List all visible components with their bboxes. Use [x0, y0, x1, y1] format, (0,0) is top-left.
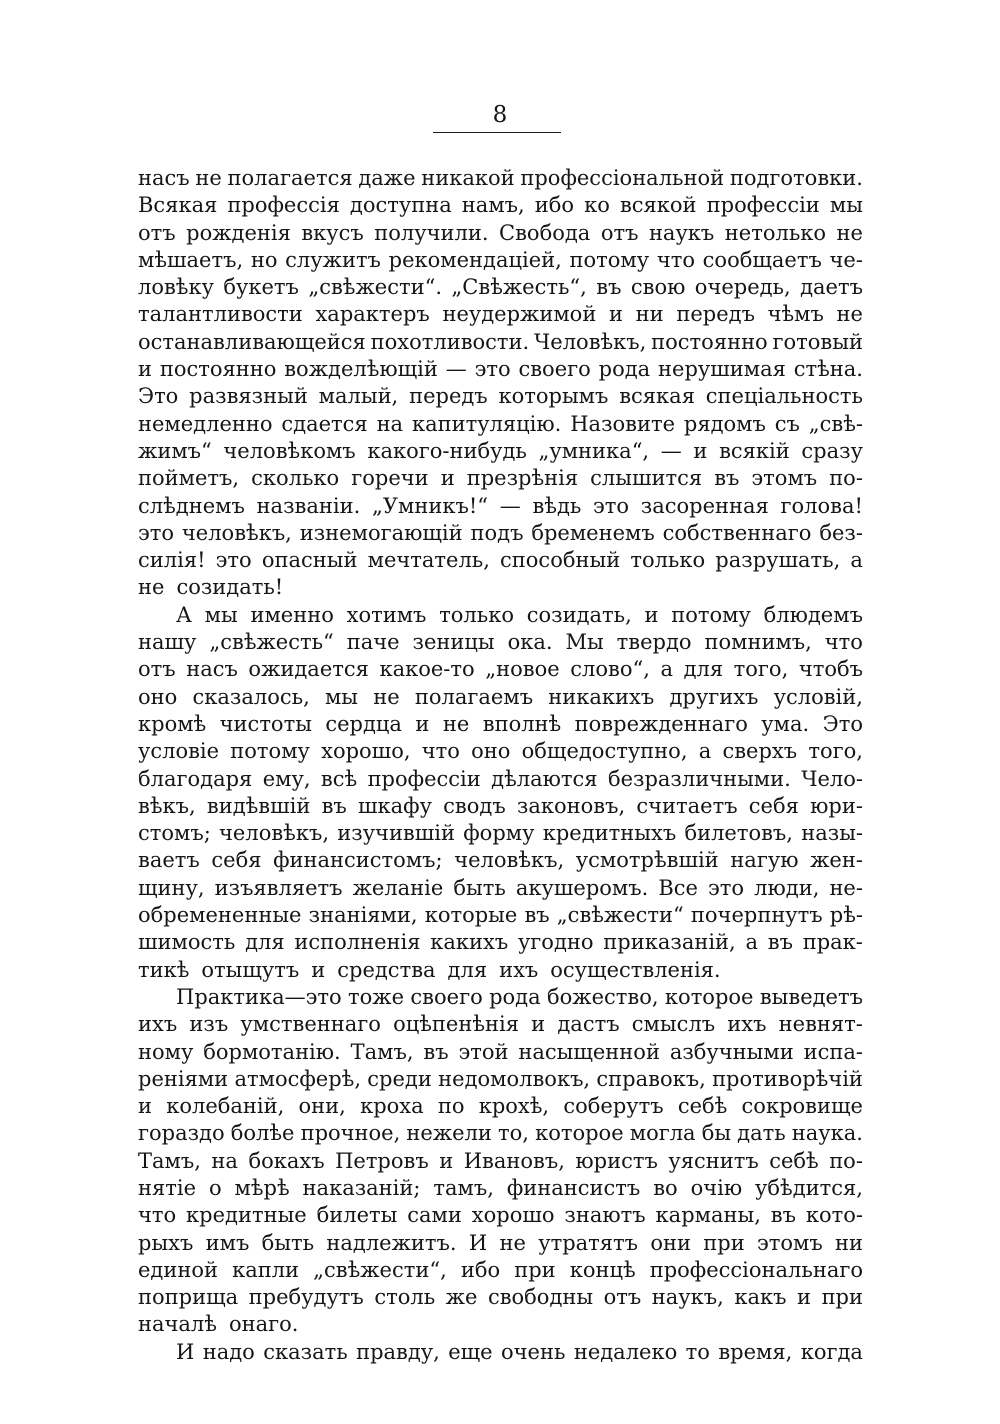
- text-line: реніями атмосферѣ, среди недомолвокъ, справокъ, противорѣчій: [138, 1066, 863, 1091]
- text-line: пойметъ, сколько горечи и презрѣнія слышится въ этомъ по-: [138, 466, 863, 491]
- text-line: нашу „свѣжесть“ паче зеницы ока. Мы твердо помнимъ, что: [138, 630, 863, 655]
- text-line: единой капли „свѣжести“, ибо при концѣ профессіональнаго: [138, 1257, 863, 1282]
- text-line: ному бормотанію. Тамъ, въ этой насыщенной азбучными испа-: [138, 1039, 863, 1064]
- text-line: А мы именно хотимъ только созидать, и потому блюдемъ: [176, 602, 863, 627]
- text-line: щину, изъявляетъ желаніе быть акушеромъ. Все это люди, не-: [138, 875, 863, 900]
- text-line: это человѣкъ, изнемогающій подъ бременемъ собственнаго без-: [138, 520, 863, 545]
- text-line: мѣшаетъ, но служитъ рекомендаціей, потому что сообщаетъ че-: [138, 247, 863, 272]
- text-line: Практика—это тоже своего рода божество, которое выведетъ: [176, 984, 863, 1009]
- text-line: что кредитные билеты сами хорошо знаютъ карманы, въ кото-: [138, 1203, 863, 1228]
- text-line: нятіе о мѣрѣ наказаній; тамъ, финансистъ во очію убѣдится,: [138, 1175, 863, 1200]
- text-line: не созидать!: [138, 575, 284, 600]
- header-rule: [433, 132, 561, 133]
- text-line: обремененные знаніями, которые въ „свѣжести“ почерпнутъ рѣ-: [138, 903, 863, 928]
- text-line: стомъ; человѣкъ, изучившій форму кредитныхъ билетовъ, назы-: [138, 821, 863, 846]
- text-line: вѣкъ, видѣвшій въ шкафу сводъ законовъ, считаетъ себя юри-: [138, 793, 863, 818]
- text-line: силія! это опасный мечтатель, способный только разрушать, а: [138, 548, 863, 573]
- text-line: и постоянно вожделѣющій — это своего рода нерушимая стѣна.: [138, 357, 863, 382]
- text-line: гораздо болѣе прочное, нежели то, которое могла бы дать наука.: [138, 1121, 863, 1146]
- text-line: немедленно сдается на капитуляцію. Назовите рядомъ съ „свѣ-: [138, 411, 863, 436]
- text-line: поприща пребудутъ столь же свободны отъ наукъ, какъ и при: [138, 1285, 863, 1310]
- text-line: благодаря ему, всѣ профессіи дѣлаются безразличными. Чело-: [138, 766, 863, 791]
- text-line: шимость для исполненія какихъ угодно приказаній, а въ прак-: [138, 930, 863, 955]
- text-line: И надо сказать правду, еще очень недалеко то время, когда: [176, 1339, 863, 1364]
- text-line: Всякая профессія доступна намъ, ибо ко всякой профессіи мы: [138, 193, 863, 218]
- text-line: кромѣ чистоты сердца и не вполнѣ поврежденнаго ума. Это: [138, 711, 863, 736]
- text-line: отъ рожденія вкусъ получили. Свобода отъ наукъ нетолько не: [138, 220, 863, 245]
- text-line: ихъ изъ умственнаго оцѣпенѣнія и дастъ смыслъ ихъ невнят-: [138, 1012, 863, 1037]
- text-line: Это развязный малый, передъ которымъ всякая спеціальность: [138, 384, 863, 409]
- text-line: ваетъ себя финансистомъ; человѣкъ, усмотрѣвшій нагую жен-: [138, 848, 863, 873]
- text-line: жимъ“ человѣкомъ какого-нибудь „умника“, — и всякій сразу: [138, 438, 863, 463]
- page-number: 8: [492, 102, 508, 128]
- text-line: насъ не полагается даже никакой профессіональной подготовки.: [138, 166, 863, 190]
- text-line: ловѣку букетъ „свѣжести“. „Свѣжесть“, въ свою очередь, даетъ: [138, 275, 863, 300]
- text-line: оно сказалось, мы не полагаемъ никакихъ другихъ условій,: [138, 684, 863, 709]
- text-line: тикѣ отыщутъ и средства для ихъ осуществленія.: [138, 957, 721, 982]
- text-line: останавливающейся похотливости. Человѣкъ, постоянно готовый: [138, 329, 863, 354]
- text-line: слѣднемъ названіи. „Умникъ!“ — вѣдь это засоренная голова!: [138, 493, 863, 518]
- text-line: Тамъ, на бокахъ Петровъ и Ивановъ, юристъ уяснитъ себѣ по-: [138, 1148, 863, 1173]
- body-text: [138, 165, 863, 1366]
- text-line: началѣ онаго.: [138, 1312, 299, 1337]
- text-line: и колебаній, они, кроха по крохѣ, соберутъ себѣ сокровище: [138, 1094, 863, 1119]
- text-line: талантливости характеръ неудержимой и ни передъ чѣмъ не: [138, 302, 863, 327]
- text-line: рыхъ имъ быть надлежитъ. И не утратятъ они при этомъ ни: [138, 1230, 863, 1255]
- text-line: отъ насъ ожидается какое-то „новое слово“, а для того, чтобъ: [138, 657, 863, 682]
- text-line: условіе потому хорошо, что оно общедоступно, а сверхъ того,: [138, 739, 863, 764]
